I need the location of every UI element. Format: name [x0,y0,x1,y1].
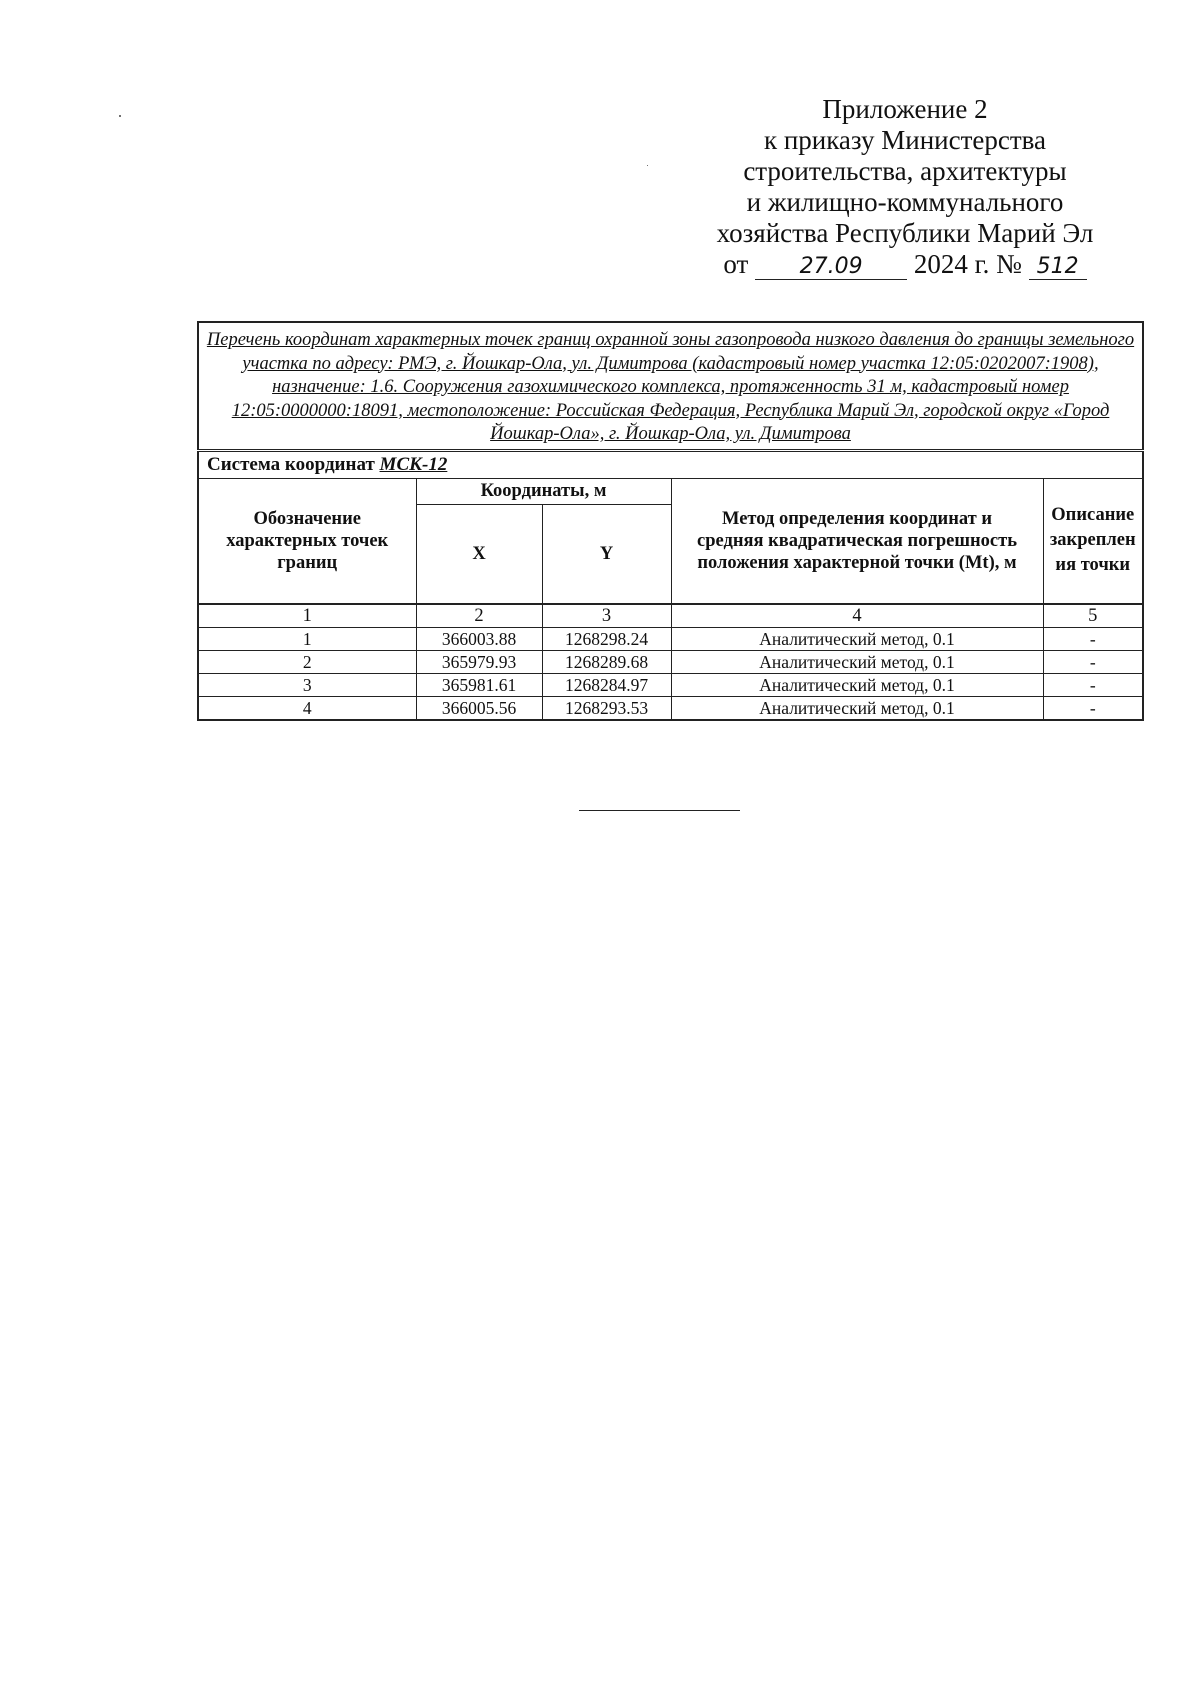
coord-x: 365981.61 [416,674,542,697]
description: - [1043,674,1143,697]
ministry-line: хозяйства Республики Марий Эл [716,218,1094,248]
coordinate-system-row [198,450,1143,478]
table-row [198,628,1143,651]
handwritten-date: 27.09 [755,255,907,280]
column-number: 3 [542,604,671,628]
point-id: 4 [198,697,416,721]
header-points: Обозначение характерных точек границ [198,478,416,604]
coordinate-system-label: Система координат [207,453,375,475]
header-description: Описание закрепления точки [1043,478,1143,604]
ministry-line: и жилищно-коммунального [746,187,1064,217]
coord-y: 1268293.53 [542,697,671,721]
approval-header [690,94,1120,280]
column-number: 1 [198,604,416,628]
from-label: от [723,249,749,279]
point-id: 2 [198,651,416,674]
ministry-line: строительства, архитектуры [743,156,1067,186]
coordinate-system-value: МСК-12 [379,453,448,475]
column-number: 5 [1043,604,1143,628]
coord-y: 1268284.97 [542,674,671,697]
method: Аналитический метод, 0.1 [671,628,1043,651]
point-id: 1 [198,628,416,651]
coordinates-table [197,321,1144,721]
column-number: 2 [416,604,542,628]
header-x: X [416,504,542,604]
point-id: 3 [198,674,416,697]
table-title: Перечень координат характерных точек границ охранной зоны газопровода низкого давления до границы земельного участка по адресу: РМЭ, г. Йошкар-Ола, ул. Димитрова (кадастровый номер участка 12:05:0202007:1908), назначение: 1.6. Сооружения газохимического комплекса, протяженность 31 м, кадастровый номер 12:05:0000000:18091, местоположение: Российская Федерация, Республика Марий Эл, городской округ «Город Йошкар-Ола», г. Йошкар-Ола, ул. Димитрова [198,322,1143,450]
table-row [198,697,1143,721]
order-reference-line: к приказу Министерства [763,125,1047,155]
header-coordinates: Координаты, м [416,478,671,504]
column-number: 4 [671,604,1043,628]
column-number-row [198,604,1143,628]
table-row [198,674,1143,697]
year-number-label: 2024 г. № [913,249,1022,279]
handwritten-order-number: 512 [1029,255,1087,280]
header-y: Y [542,504,671,604]
coord-x: 366003.88 [416,628,542,651]
scan-speck [647,165,648,166]
coord-x: 365979.93 [416,651,542,674]
closing-rule [579,810,740,811]
coord-x: 366005.56 [416,697,542,721]
scan-speck [119,115,121,117]
coord-y: 1268298.24 [542,628,671,651]
description: - [1043,628,1143,651]
coord-y: 1268289.68 [542,651,671,674]
description: - [1043,651,1143,674]
order-date-line [690,249,1120,280]
method: Аналитический метод, 0.1 [671,697,1043,721]
method: Аналитический метод, 0.1 [671,651,1043,674]
table-row [198,651,1143,674]
method: Аналитический метод, 0.1 [671,674,1043,697]
appendix-title: Приложение 2 [822,94,988,124]
header-method: Метод определения координат и средняя квадратическая погрешность положения характерной точки (Mt), м [671,478,1043,604]
description: - [1043,697,1143,721]
